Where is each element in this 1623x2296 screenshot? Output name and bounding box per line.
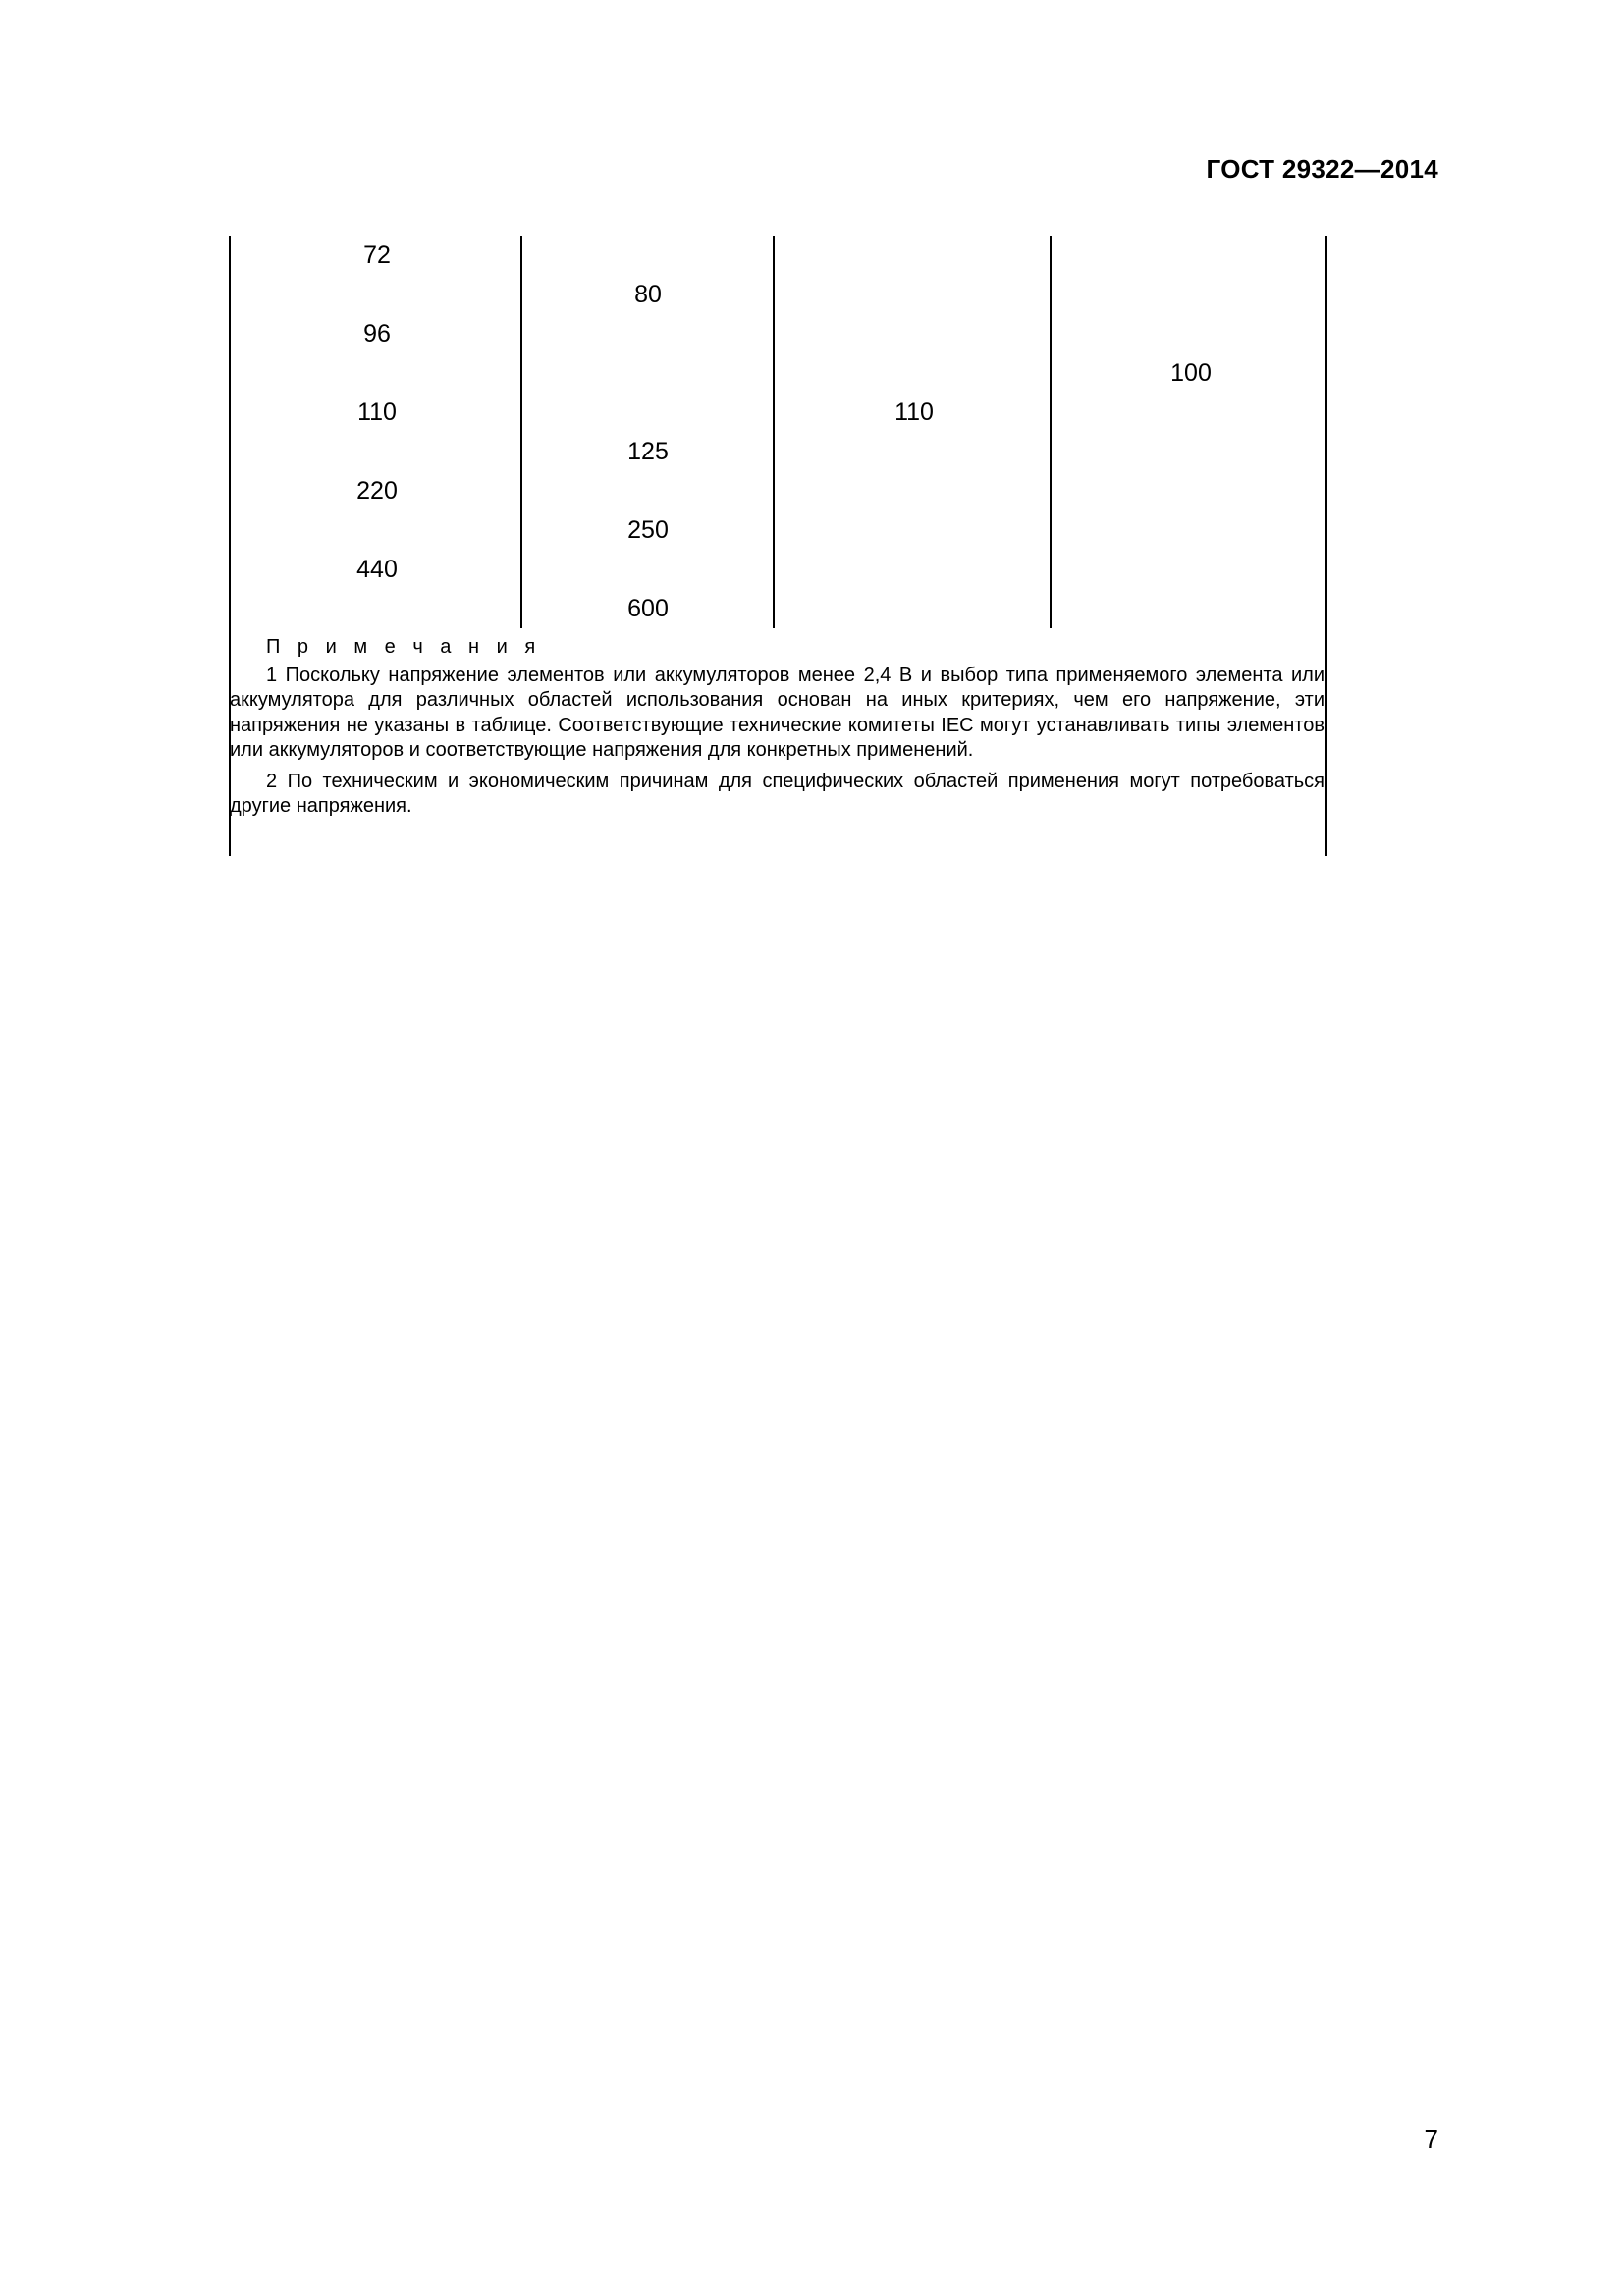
table-cell: 600: [627, 595, 669, 622]
table-cell: 250: [627, 516, 669, 544]
table-divider-3: [1050, 236, 1052, 628]
table-cell: 220: [356, 477, 398, 505]
note-2: 2 По техническим и экономическим причинам для специфических областей применения могут потребоваться другие напряжения.: [230, 770, 1325, 817]
page-number: 7: [1424, 2124, 1438, 2154]
table-border-right: [1325, 236, 1327, 856]
table-cell: 100: [1170, 359, 1212, 387]
table-cell: 125: [627, 438, 669, 465]
table-cell: 80: [634, 281, 662, 308]
table-divider-2: [773, 236, 775, 628]
table-cell: 96: [363, 320, 391, 347]
table-divider-1: [520, 236, 522, 628]
table-cell: 110: [357, 399, 397, 426]
document-code: ГОСТ 29322—2014: [1206, 154, 1438, 184]
table-cell: 72: [363, 241, 391, 269]
table-notes: [230, 635, 1325, 820]
table-cell: 110: [894, 399, 934, 426]
table-cell: 440: [356, 556, 398, 583]
notes-heading: П р и м е ч а н и я: [266, 636, 542, 658]
note-1: 1 Поскольку напряжение элементов или аккумуляторов менее 2,4 В и выбор типа применяемого элемента или аккумулятора для различных областей использования основан на иных критериях, чем его напряжение, эти напряжения не указаны в таблице. Соответствующие технические комитеты IEC могут устанавливать типы элементов или аккумуляторов и соответствующие напряжения для конкретных применений.: [230, 664, 1325, 761]
